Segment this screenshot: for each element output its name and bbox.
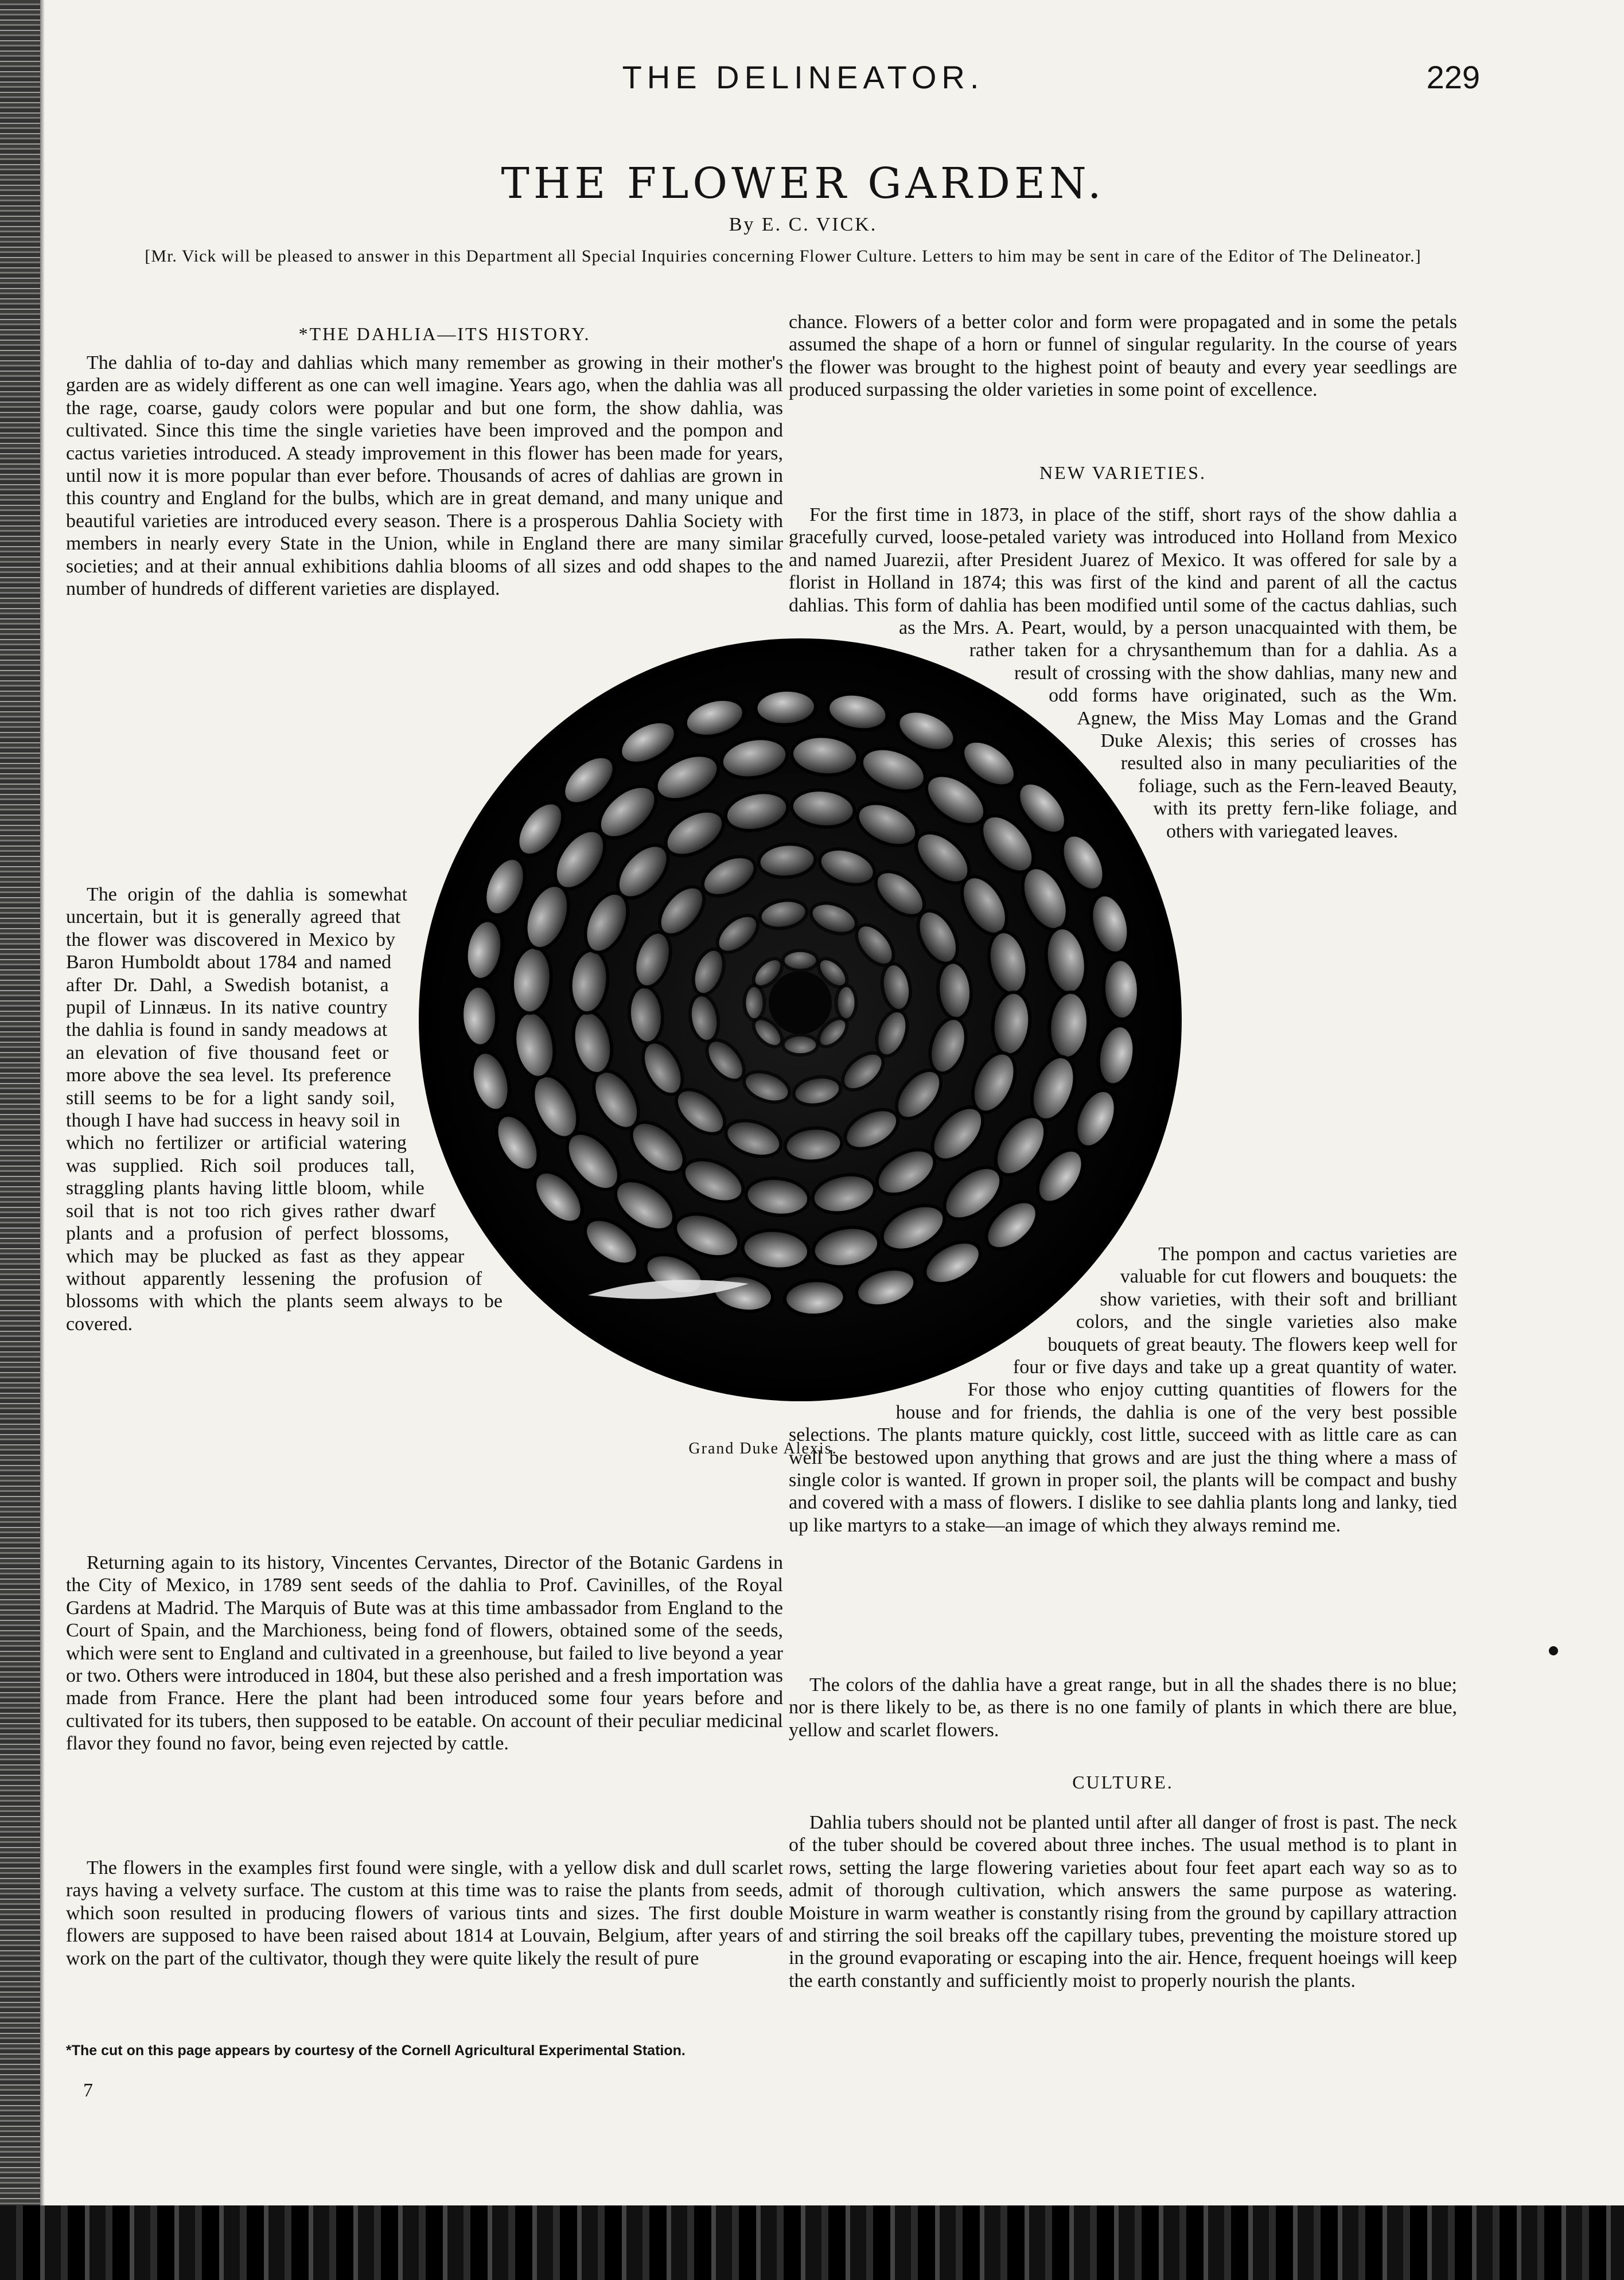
new-varieties-paragraph-3: The colors of the dahlia have a great range, but in all the shades there is no blue; nor is there likely to be, as there is no one family of plants in which there are blue, yellow and scarlet flowers. — [789, 1674, 1457, 1741]
history-paragraph-1: The dahlia of to-day and dahlias which many remember as growing in their mother's garden are as widely different as one can well imagine. Years ago, when the dahlia was all the rage, coarse, gaudy colors were popular and but one form, the show dahlia, was cultivated. Since this time the single varieties have been improved and the pompon and cactus varieties introduced. A steady improvement in this flower has been made for years, until now it is more popular than ever before. Thousands of acres of dahlias are grown in this country and England for the bulbs, which are in great demand, and many unique and beautiful varieties are introduced every season. There is a prosperous Dahlia Society with members in nearly every State in the Union, while in England there are many similar societies; and at their annual exhibitions dahlia blooms of all sizes and odd shapes to the number of hundreds of different varieties are displayed. — [66, 352, 783, 600]
scan-speck — [1549, 1646, 1558, 1655]
history-paragraph-2: The origin of the dahlia is somewhat uncertain, but it is generally agreed that the flower was discovered in Mexico by Baron Humboldt about 1784 and named after Dr. Dahl, a Swedish botanist, a pupil of Linnæus. In its native country the dahlia is found in sandy meadows at an elevation of five thousand feet or more above the sea level. Its preference still seems to be for a light sandy soil, though I have had success in heavy soil in which no fertilizer or artificial watering was supplied. Rich soil produces tall, straggling plants having little bloom, while soil that is not too rich gives rather dwarf plants and a profusion of perfect blossoms, which may be plucked as fast as they appear without apparently lessening the profusion of blossoms with which the plants seem always to be covered. — [66, 884, 503, 1335]
article-byline: By E. C. VICK. — [729, 214, 878, 235]
history-paragraph-4: The flowers in the examples first found were single, with a yellow disk and dull scarlet rays having a velvety surface. The custom at this time was to raise the plants from seeds, which soon resulted in producing flowers of various tints and sizes. The first double flowers are supposed to have been raised about 1814 at Louvain, Belgium, after years of work on the part of the cultivator, though they were quite likely the result of pure — [66, 1857, 783, 1969]
illustration-caption: Grand Duke Alexis. — [688, 1440, 838, 1457]
dahlia-illustration — [416, 636, 1185, 1404]
scan-bottom-edge — [0, 2205, 1624, 2280]
dahlia-petal — [783, 950, 818, 971]
dahlia-petal — [1103, 958, 1140, 1020]
scan-binding-edge — [0, 0, 40, 2280]
article-title: THE FLOWER GARDEN. — [501, 159, 1105, 208]
culture-paragraph: Dahlia tubers should not be planted until after all danger of frost is past. The neck of the tuber should be covered about three inches. The usual method is to plant in rows, setting the large flowering varieties about four feet apart each way so as to admit of thorough cultivation, which answers the same purpose as watering. Moisture in warm weather is constantly rising from the ground by capillary attraction and stirring the soil breaks off the capillary tubes, preventing the moisture stored up in the ground evaporating or escaping into the air. Hence, frequent hoeings will keep the earth constantly and sufficiently moist to properly nourish the plants. — [789, 1812, 1457, 1991]
dahlia-petal — [783, 1035, 818, 1055]
dahlia-petal — [836, 985, 856, 1020]
signature-mark: 7 — [83, 2080, 93, 2101]
footnote: *The cut on this page appears by courtesy of the Cornell Agricultural Experimental Station. — [66, 2043, 686, 2059]
page-number: 229 — [1426, 59, 1480, 95]
history-paragraph-3: Returning again to its history, Vincentes Cervantes, Director of the Botanic Gardens in the City of Mexico, in 1789 sent seeds of the dahlia to Prof. Cavinilles, of the Royal Gardens at Madrid. The Marquis of Bute was at this time ambassador from England to the Court of Spain, and the Marchioness, being fond of flowers, obtained some of the seeds, which were sent to England and cultivated in a greenhouse, but failed to live beyond a year or two. Others were introduced in 1804, but these also perished and a fresh importation was made from France. Here the plant had been introduced some four years before and cultivated for its tubers, then supposed to be eatable. On account of their peculiar medicinal flavor they found no favor, being even rejected by cattle. — [66, 1552, 783, 1755]
dahlia-petal — [744, 985, 764, 1020]
dahlia-petal — [755, 689, 816, 726]
new-varieties-paragraph-1: For the first time in 1873, in place of the stiff, short rays of the show dahlia a gracefully curved, loose-petaled variety was introduced into Holland from Mexico and named Juarezii, after President Juarez of Mexico. It was offered for sale by a florist in Holland in 1874; this was first of the kind and parent of all the cactus dahlias. This form of dahlia has been modified until some of the cactus dahlias, such as the Mrs. A. Peart, would, by a person unacquainted with them, be rather taken for a chrysanthemum than for a dahlia. As a result of crossing with the show dahlias, many new and odd forms have originated, such as the Wm. Agnew, the Miss May Lomas and the Grand Duke Alexis; this series of crosses has resulted also in many peculiarities of the foliage, such as the Fern-leaved Beauty, with its pretty fern-like foliage, and others with variegated leaves. — [789, 504, 1457, 842]
new-varieties-paragraph-2: The pompon and cactus varieties are valuable for cut flowers and bouquets: the show varieties, with their soft and brilliant colors, and the single varieties also make bouquets of great beauty. The flowers keep well for four or five days and take up a great quantity of water. For those who enjoy cutting quantities of flowers for the house and for friends, the dahlia is one of the very best possible selections. The plants mature quickly, cost little, succeed with as little care as can well be bestowed upon anything that grows and are just the thing where a mass of single color is wanted. If grown in proper soil, the plants will be compact and bushy and covered with a mass of flowers. I dislike to see dahlia plants long and lanky, tied up like martyrs to a stake—an image of which they always remind me. — [789, 1244, 1457, 1536]
section-heading-culture: CULTURE. — [1072, 1772, 1174, 1792]
running-header-title: THE DELINEATOR. — [622, 59, 984, 95]
department-note: [Mr. Vick will be pleased to answer in this Department all Special Inquiries concerning Flower Culture. Letters to him may be sent in care of the Editor of The Delineator.] — [145, 247, 1422, 266]
history-paragraph-continued: chance. Flowers of a better color and form were propagated and in some the petals assumed the shape of a horn or funnel of singular regularity. In the course of years the flower was brought to the highest point of beauty and every year seedlings are produced surpassing the older varieties in some point of excellence. — [789, 311, 1457, 401]
section-heading-new-varieties: NEW VARIETIES. — [1039, 462, 1206, 483]
dahlia-petal — [784, 1279, 846, 1316]
dahlia-petal — [461, 985, 498, 1047]
dahlia-center — [769, 971, 832, 1034]
section-heading-history: *THE DAHLIA—ITS HISTORY. — [298, 324, 591, 344]
